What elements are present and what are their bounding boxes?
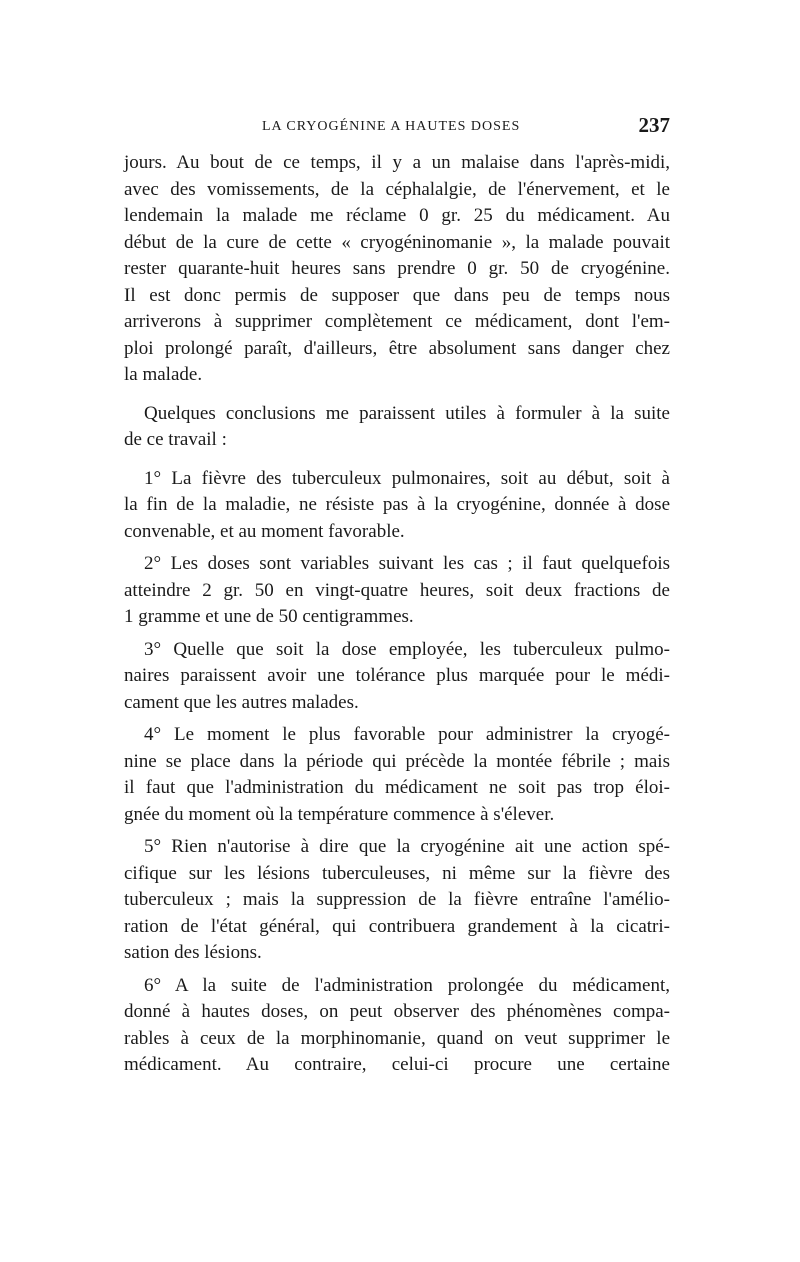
- text-line: lendemain la malade me réclame 0 gr. 25 du médicament. Au: [124, 205, 670, 226]
- running-title: LA CRYOGÉNINE A HAUTES DOSES: [262, 119, 521, 134]
- text-line: de ce travail :: [124, 429, 227, 450]
- text-line: Quelques conclusions me paraissent utiles à formuler à la suite: [144, 402, 670, 424]
- page-number: 237: [638, 113, 670, 137]
- text-line: cifique sur les lésions tuberculeuses, ni même sur la fièvre des: [124, 862, 670, 884]
- text-line: tuberculeux ; mais la suppression de la fièvre entraîne l'amélio-: [124, 889, 670, 910]
- text-line: Il est donc permis de supposer que dans peu de temps nous: [124, 284, 670, 306]
- conclusion-item-4: [124, 722, 670, 828]
- text-line: médicament. Au contraire, celui-ci procure une certaine: [124, 1054, 670, 1075]
- text-line: 1° La fièvre des tuberculeux pulmonaires, soit au début, soit à: [144, 467, 670, 489]
- text-line: 6° A la suite de l'administration prolongée du médicament,: [144, 974, 670, 996]
- text-line: ploi prolongé paraît, d'ailleurs, être absolument sans danger chez: [124, 337, 670, 359]
- text-line: 4° Le moment le plus favorable pour administrer la cryogé-: [144, 724, 670, 745]
- text-line: naires paraissent avoir une tolérance plus marquée pour le médi-: [124, 665, 670, 686]
- conclusion-item-1: [124, 466, 670, 546]
- text-line: convenable, et au moment favorable.: [124, 520, 405, 542]
- text-line: jours. Au bout de ce temps, il y a un malaise dans l'après-midi,: [124, 152, 670, 173]
- paragraph-continuation: [124, 150, 670, 389]
- text-line: cament que les autres malades.: [124, 691, 359, 713]
- text-line: rables à ceux de la morphinomanie, quand on veut supprimer le: [124, 1027, 670, 1049]
- text-line: la malade.: [124, 364, 203, 385]
- text-line: arriverons à supprimer complètement ce médicament, dont l'em-: [124, 311, 670, 332]
- text-line: 2° Les doses sont variables suivant les cas ; il faut quelquefois: [144, 553, 670, 574]
- text-line: la fin de la maladie, ne résiste pas à la cryogénine, donnée à dose: [124, 494, 670, 515]
- text-line: début de la cure de cette « cryogéninomanie », la malade pouvait: [124, 231, 670, 253]
- text-line: 3° Quelle que soit la dose employée, les tuberculeux pulmo-: [144, 638, 670, 660]
- text-line: 1 gramme et une de 50 centigrammes.: [124, 606, 414, 627]
- conclusion-item-3: [124, 637, 670, 717]
- conclusion-item-5: [124, 834, 670, 967]
- text-line: rester quarante-huit heures sans prendre 0 gr. 50 de cryogénine.: [124, 258, 670, 279]
- page-body: [124, 150, 670, 1079]
- page-header: [124, 113, 670, 143]
- text-line: avec des vomissements, de la céphalalgie, de l'énervement, et le: [124, 178, 670, 200]
- text-line: il faut que l'administration du médicament ne soit pas trop éloi-: [124, 777, 670, 798]
- paragraph-conclusions-intro: [124, 401, 670, 454]
- text-line: sation des lésions.: [124, 942, 262, 963]
- conclusion-item-6: [124, 973, 670, 1079]
- text-line: donné à hautes doses, on peut observer des phénomènes compa-: [124, 1001, 670, 1022]
- text-line: gnée du moment où la température commence à s'élever.: [124, 803, 555, 825]
- text-line: 5° Rien n'autorise à dire que la cryogénine ait une action spé-: [144, 836, 670, 857]
- text-line: nine se place dans la période qui précède la montée fébrile ; mais: [124, 750, 670, 772]
- text-line: atteindre 2 gr. 50 en vingt-quatre heures, soit deux fractions de: [124, 579, 670, 601]
- conclusion-item-2: [124, 551, 670, 631]
- text-line: ration de l'état général, qui contribuera grandement à la cicatri-: [124, 915, 670, 937]
